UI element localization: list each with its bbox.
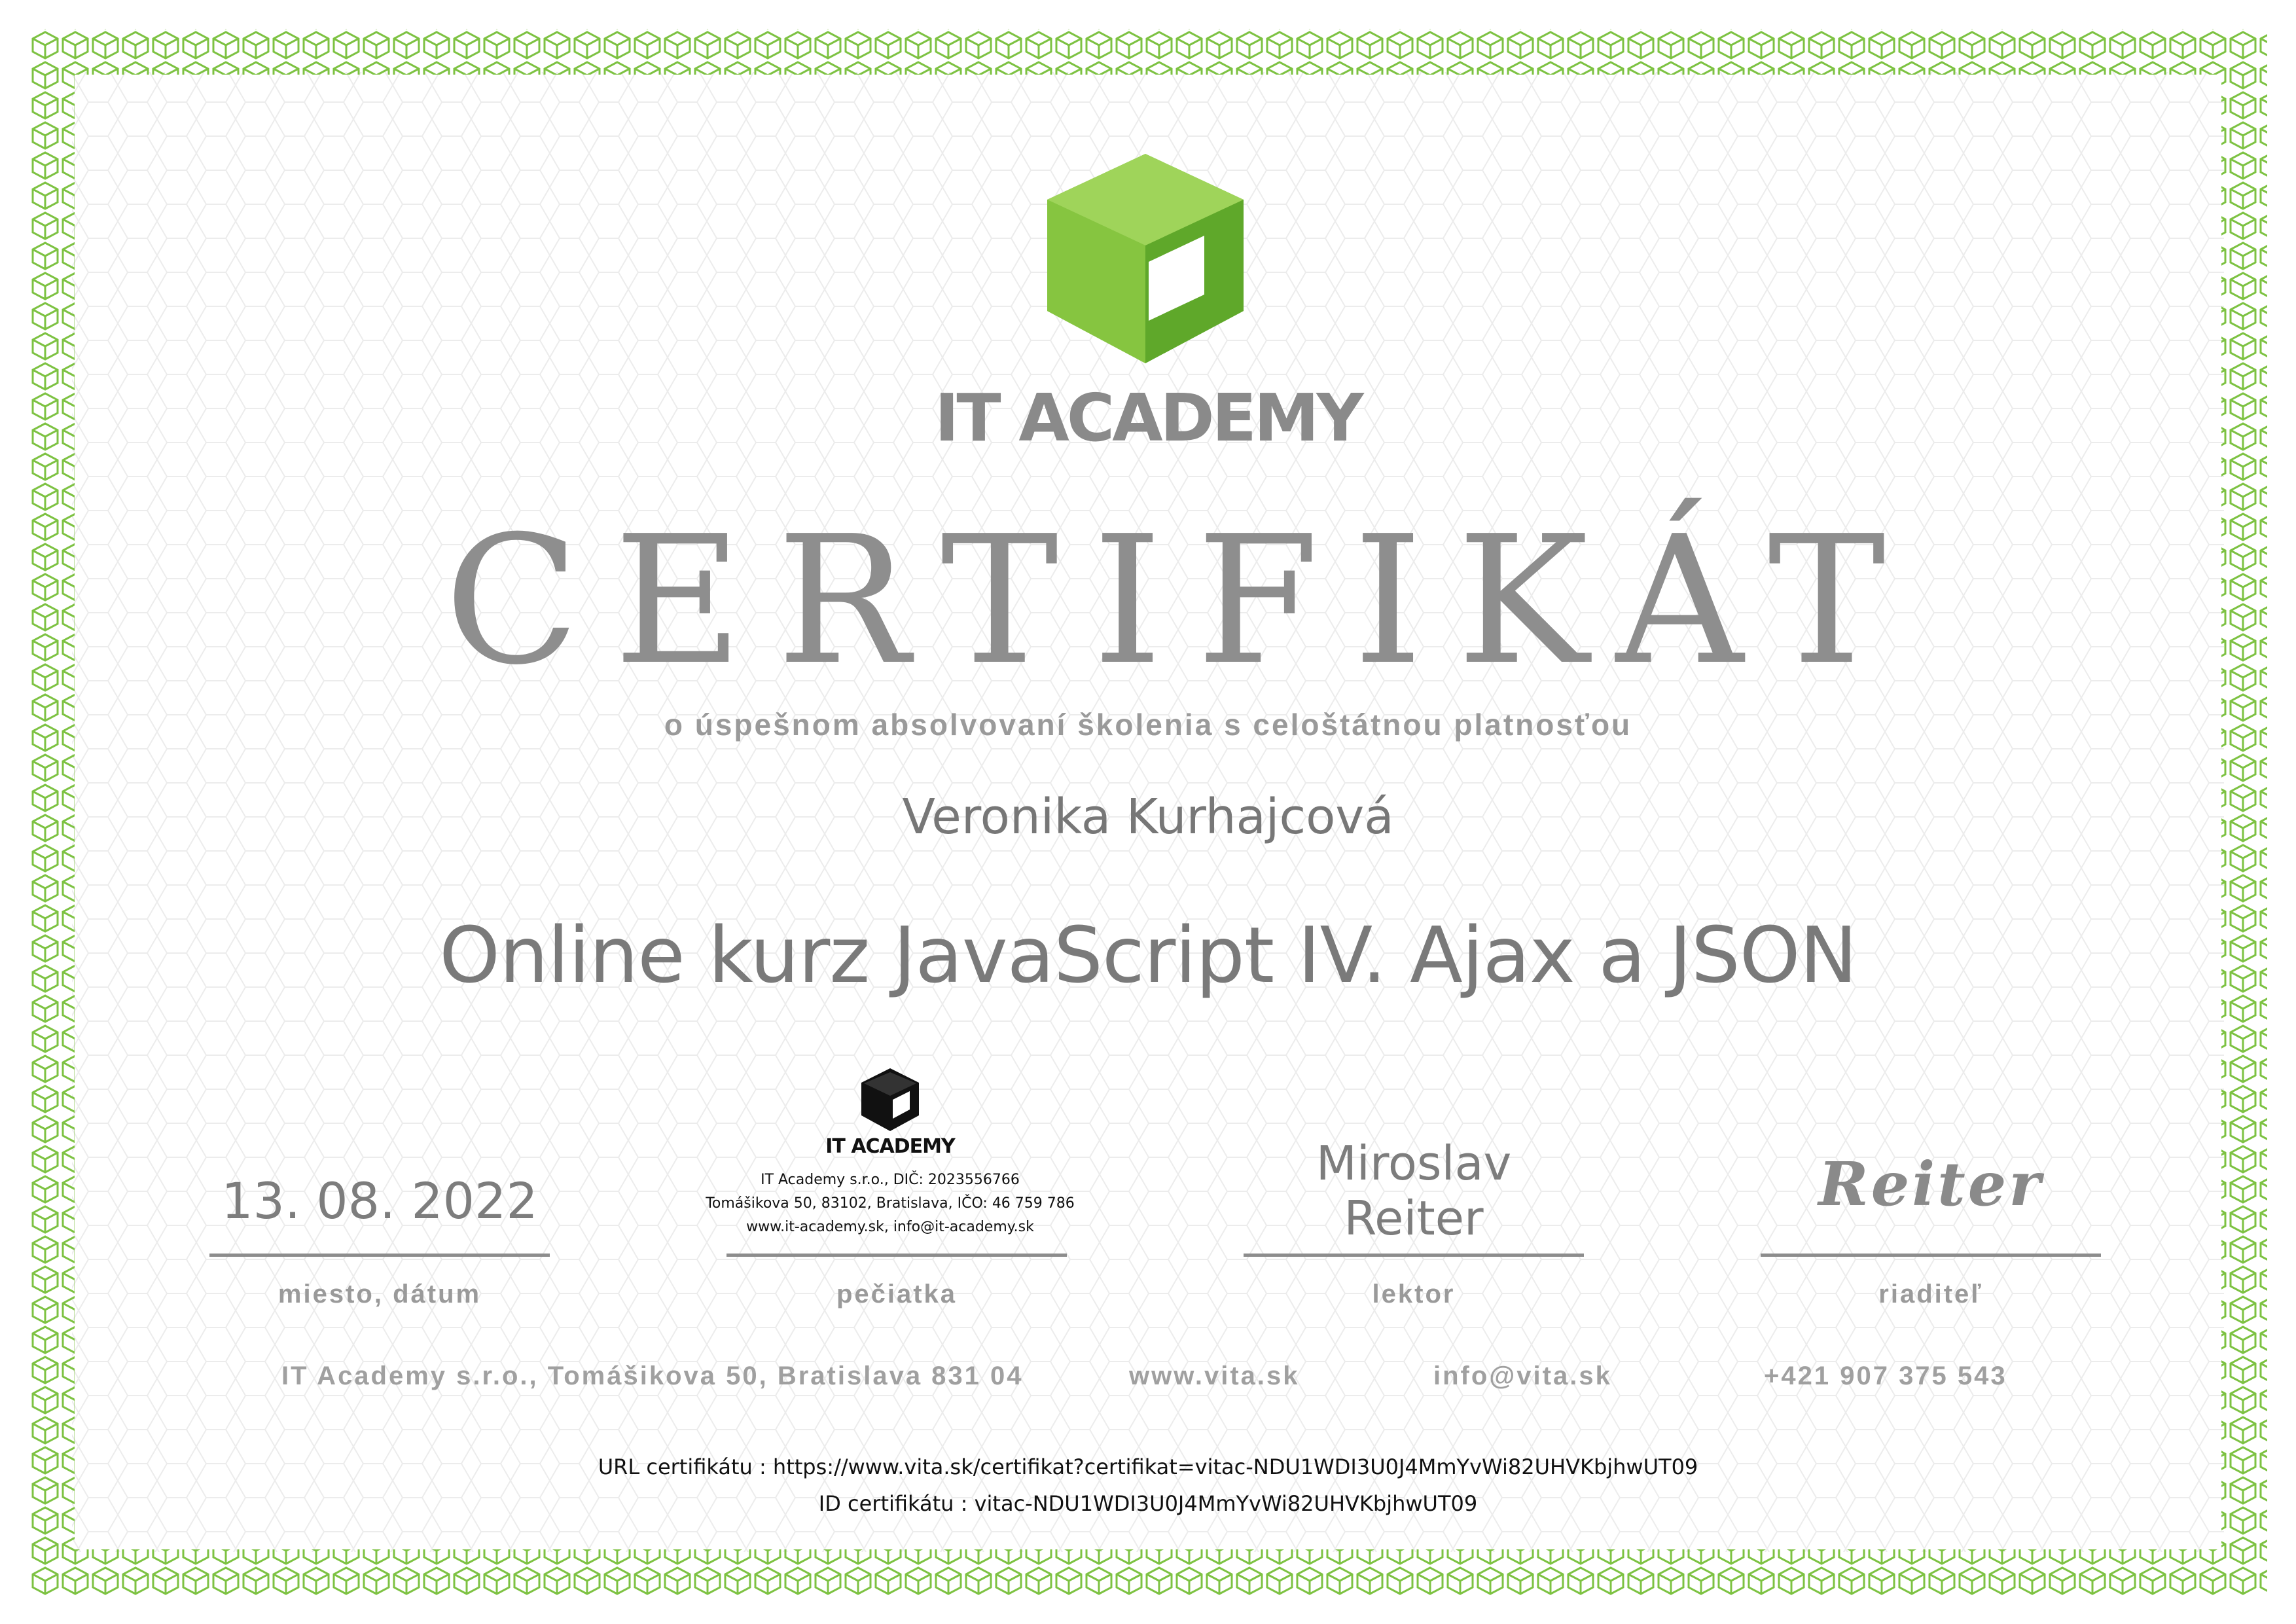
certificate-subtitle: o úspešnom absolvovaní školenia s celoštátnou platnosťou [664, 708, 1632, 742]
director-line [1761, 1254, 2101, 1257]
certificate-url [0, 1454, 2296, 1479]
stamp-line [726, 1254, 1067, 1257]
recipient-name: Veronika Kurhajcová [902, 789, 1394, 845]
stamp-line-2: Tomášikova 50, 83102, Bratislava, IČO: 46 759 786 [706, 1195, 1075, 1212]
lector-name [1244, 1136, 1584, 1246]
footer-phone: +421 907 375 543 [1764, 1362, 2007, 1390]
black-cube-logo-icon [859, 1067, 922, 1132]
stamp-line-1: IT Academy s.r.o., DIČ: 2023556766 [761, 1172, 1020, 1188]
certificate-id [0, 1491, 2296, 1516]
certificate-url-label: URL certifikátu : [598, 1454, 766, 1479]
stamp-label: pečiatka [836, 1280, 958, 1308]
director-signature: Reiter [1818, 1149, 2043, 1219]
lector-last-name: Reiter [1344, 1191, 1484, 1246]
date-line [209, 1254, 550, 1257]
lector-first-name: Miroslav [1316, 1136, 1512, 1191]
footer-website[interactable]: www.vita.sk [1129, 1362, 1300, 1390]
footer-email[interactable]: info@vita.sk [1433, 1362, 1612, 1390]
certificate-id-label: ID certifikátu : [818, 1491, 968, 1516]
certificate-title: CERTIFIKÁT [444, 497, 1920, 704]
stamp-brand: IT ACADEMY [825, 1135, 955, 1158]
director-label: riaditeľ [1878, 1280, 1983, 1308]
brand-name: IT ACADEMY [935, 380, 1361, 456]
stamp-line-3: www.it-academy.sk, info@it-academy.sk [746, 1219, 1034, 1235]
certificate-url-link[interactable]: https://www.vita.sk/certifikat?certifikat=vitac-NDU1WDI3U0J4MmYvWi82UHVKbjhwUT09 [772, 1454, 1698, 1479]
certificate-id-value: vitac-NDU1WDI3U0J4MmYvWi82UHVKbjhwUT09 [974, 1491, 1478, 1516]
lector-label: lektor [1372, 1280, 1456, 1308]
footer-address: IT Academy s.r.o., Tomášikova 50, Bratislava 831 04 [281, 1362, 1024, 1390]
company-stamp [694, 1067, 1086, 1239]
green-cube-logo-icon [1034, 147, 1257, 370]
date-value: 13. 08. 2022 [221, 1172, 538, 1230]
course-title: Online kurz JavaScript IV. Ajax a JSON [439, 910, 1857, 1000]
date-label: miesto, dátum [278, 1280, 482, 1308]
lector-line [1244, 1254, 1584, 1257]
